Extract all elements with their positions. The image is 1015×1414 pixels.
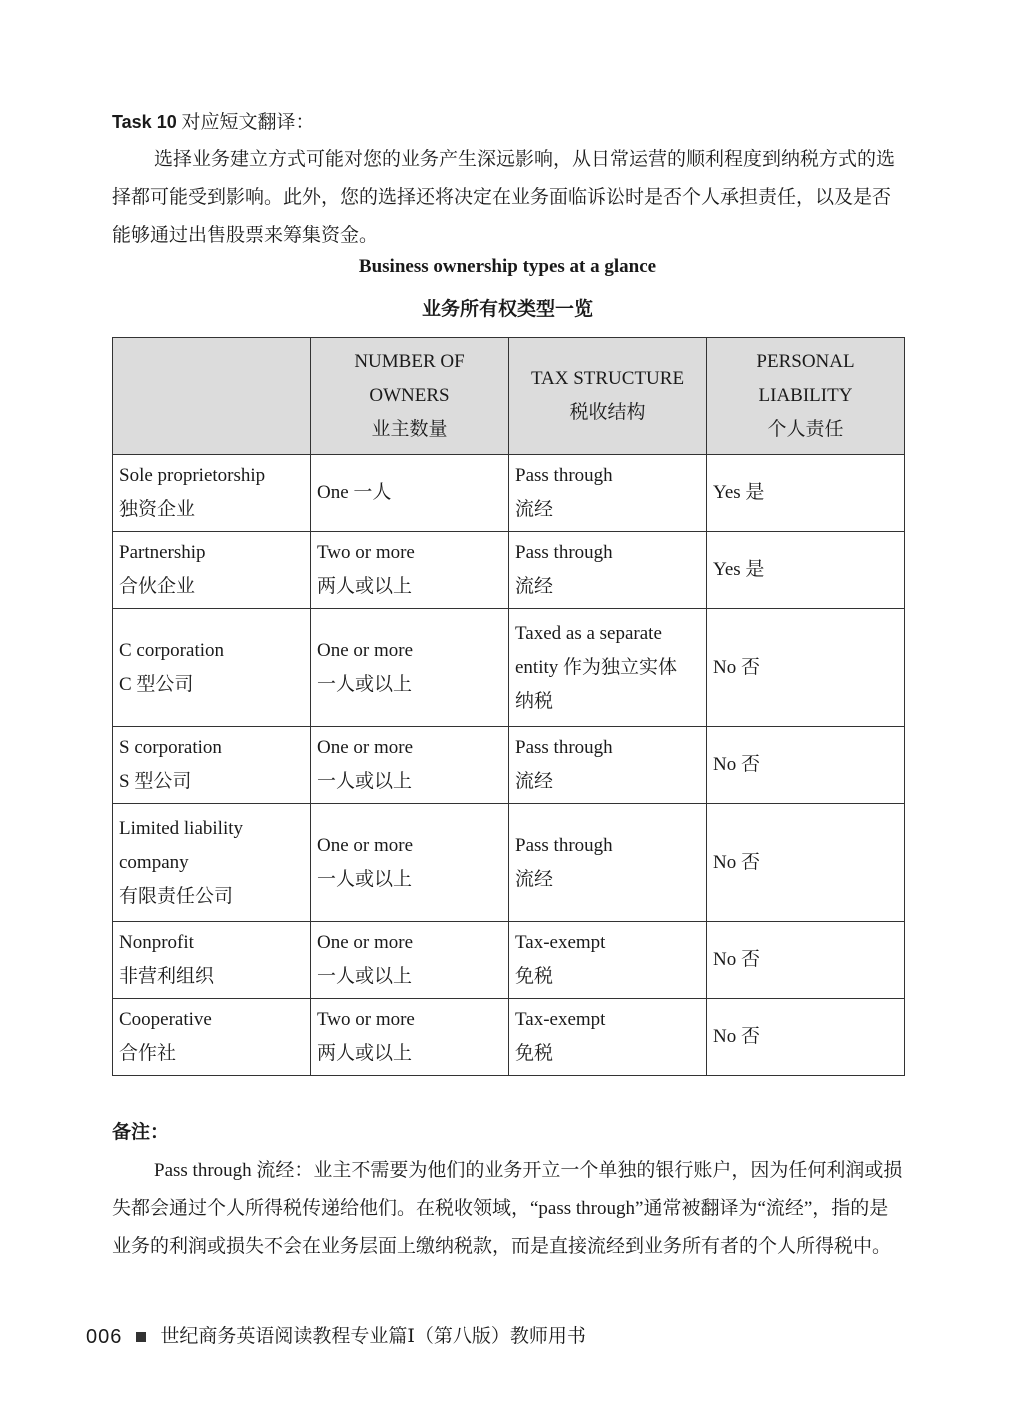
- cell-line: No 否: [713, 656, 760, 678]
- cell-line: 有限责任公司: [119, 885, 234, 907]
- cell-line: 免税: [515, 966, 554, 987]
- book-title: 世纪商务英语阅读教程专业篇Ⅰ（第八版）教师用书: [160, 1326, 586, 1347]
- cell-owners: [311, 532, 509, 609]
- cell-type: [113, 455, 311, 532]
- cell-line: Two or more: [317, 542, 415, 563]
- cell-liability: [707, 455, 905, 532]
- cell-owners: [311, 999, 509, 1076]
- cell-tax: [509, 922, 707, 999]
- table-row: [113, 609, 905, 727]
- cell-owners: [311, 804, 509, 922]
- cell-line: Pass through: [515, 542, 613, 563]
- header-owners: [311, 338, 509, 455]
- cell-line: S corporation: [119, 737, 222, 758]
- table-header-row: [113, 338, 905, 455]
- cell-line: No 否: [713, 1026, 760, 1047]
- cell-line: Pass through: [515, 737, 613, 758]
- ownership-table: [112, 337, 905, 1076]
- table-row: [113, 922, 905, 999]
- cell-line: One or more: [317, 639, 414, 661]
- cell-line: 两人或以上: [317, 576, 413, 597]
- notes-paragraph: Pass through 流经：业主不需要为他们的业务开立一个单独的银行账户，因为任何利润或损失都会通过个人所得税传递给他们。在税收领域，“pass through”通常被翻译为“流经”，指的是业务的利润或损失不会在业务层面上缴纳税款，而是直接流经到业务所有者的个人所得税中。: [112, 1160, 903, 1257]
- cell-line: Nonprofit: [119, 932, 194, 953]
- cell-line: 合伙企业: [119, 576, 196, 597]
- cell-line: 两人或以上: [317, 1043, 413, 1064]
- cell-tax: [509, 609, 707, 727]
- cell-type: [113, 609, 311, 727]
- cell-line: Cooperative: [119, 1009, 212, 1030]
- cell-tax: [509, 455, 707, 532]
- cell-line: One or more: [317, 932, 414, 953]
- cell-line: Two or more: [317, 1009, 415, 1030]
- page-number: 006: [86, 1326, 123, 1348]
- cell-line: 流经: [515, 868, 554, 890]
- cell-type: [113, 532, 311, 609]
- task-label: Task 10: [112, 112, 177, 132]
- header-corner: [113, 338, 311, 455]
- cell-line: 一人或以上: [317, 673, 413, 695]
- cell-line: No 否: [713, 754, 760, 775]
- cell-liability: [707, 609, 905, 727]
- cell-line: 合作社: [119, 1043, 177, 1064]
- cell-tax: [509, 532, 707, 609]
- page-footer: [86, 1318, 586, 1356]
- square-bullet-icon: [136, 1332, 146, 1342]
- cell-line: Pass through: [515, 834, 613, 856]
- cell-owners: [311, 455, 509, 532]
- table-row: [113, 455, 905, 532]
- cell-owners: [311, 727, 509, 804]
- cell-line: Yes 是: [713, 482, 765, 503]
- cell-line: 流经: [515, 576, 554, 597]
- table-title-en: Business ownership types at a glance: [358, 256, 657, 277]
- header-liability-line: 个人责任: [767, 419, 844, 440]
- cell-line: One or more: [317, 834, 414, 856]
- header-owners-line: 业主数量: [371, 419, 448, 440]
- cell-liability: [707, 999, 905, 1076]
- cell-line: Taxed as a separate: [515, 622, 662, 644]
- table-body: [113, 455, 905, 1076]
- cell-line: One 一人: [317, 482, 392, 503]
- cell-line: entity 作为独立实体: [515, 656, 678, 678]
- task-heading: [112, 103, 904, 142]
- cell-line: No 否: [713, 851, 760, 873]
- cell-line: 免税: [515, 1043, 554, 1064]
- cell-line: Yes 是: [713, 559, 765, 580]
- header-liability: [707, 338, 905, 455]
- table-row: [113, 532, 905, 609]
- cell-tax: [509, 999, 707, 1076]
- cell-line: One or more: [317, 737, 414, 758]
- cell-line: 流经: [515, 771, 554, 792]
- cell-type: [113, 922, 311, 999]
- header-owners-line: NUMBER OF: [354, 351, 465, 372]
- cell-line: 流经: [515, 499, 554, 520]
- cell-line: 一人或以上: [317, 771, 413, 792]
- header-tax-line: 税收结构: [569, 402, 646, 423]
- cell-owners: [311, 922, 509, 999]
- cell-line: C 型公司: [119, 673, 194, 695]
- cell-liability: [707, 727, 905, 804]
- header-liability-line: LIABILITY: [758, 385, 853, 406]
- table-title-zh: 业务所有权类型一览: [421, 299, 593, 320]
- cell-line: 一人或以上: [317, 966, 413, 987]
- cell-line: Partnership: [119, 542, 206, 563]
- cell-line: Pass through: [515, 465, 613, 486]
- cell-line: 一人或以上: [317, 868, 413, 890]
- cell-liability: [707, 532, 905, 609]
- cell-type: [113, 804, 311, 922]
- cell-line: C corporation: [119, 639, 225, 661]
- cell-line: No 否: [713, 949, 760, 970]
- cell-line: 独资企业: [119, 499, 196, 520]
- cell-type: [113, 727, 311, 804]
- table-row: [113, 999, 905, 1076]
- cell-line: company: [119, 851, 189, 873]
- cell-line: Tax-exempt: [515, 1009, 606, 1030]
- header-tax: [509, 338, 707, 455]
- cell-tax: [509, 727, 707, 804]
- cell-line: Sole proprietorship: [119, 465, 266, 486]
- cell-liability: [707, 922, 905, 999]
- table-row: [113, 804, 905, 922]
- cell-line: 纳税: [515, 690, 554, 712]
- cell-tax: [509, 804, 707, 922]
- task-paragraph: 选择业务建立方式可能对您的业务产生深远影响，从日常运营的顺利程度到纳税方式的选择都可能受到影响。此外，您的选择还将决定在业务面临诉讼时是否个人承担责任，以及是否能够通过出售股票来筹集资金。: [112, 149, 896, 246]
- cell-line: S 型公司: [119, 771, 192, 792]
- cell-line: Limited liability: [119, 817, 244, 839]
- task-heading-text: 对应短文翻译：: [181, 112, 315, 133]
- cell-owners: [311, 609, 509, 727]
- cell-liability: [707, 804, 905, 922]
- header-liability-line: PERSONAL: [756, 351, 855, 372]
- cell-line: Tax-exempt: [515, 932, 606, 953]
- header-tax-line: TAX STRUCTURE: [530, 368, 685, 389]
- cell-type: [113, 999, 311, 1076]
- cell-line: 非营利组织: [119, 966, 215, 987]
- notes-heading: 备注：: [112, 1122, 170, 1143]
- table-row: [113, 727, 905, 804]
- header-owners-line: OWNERS: [369, 385, 450, 406]
